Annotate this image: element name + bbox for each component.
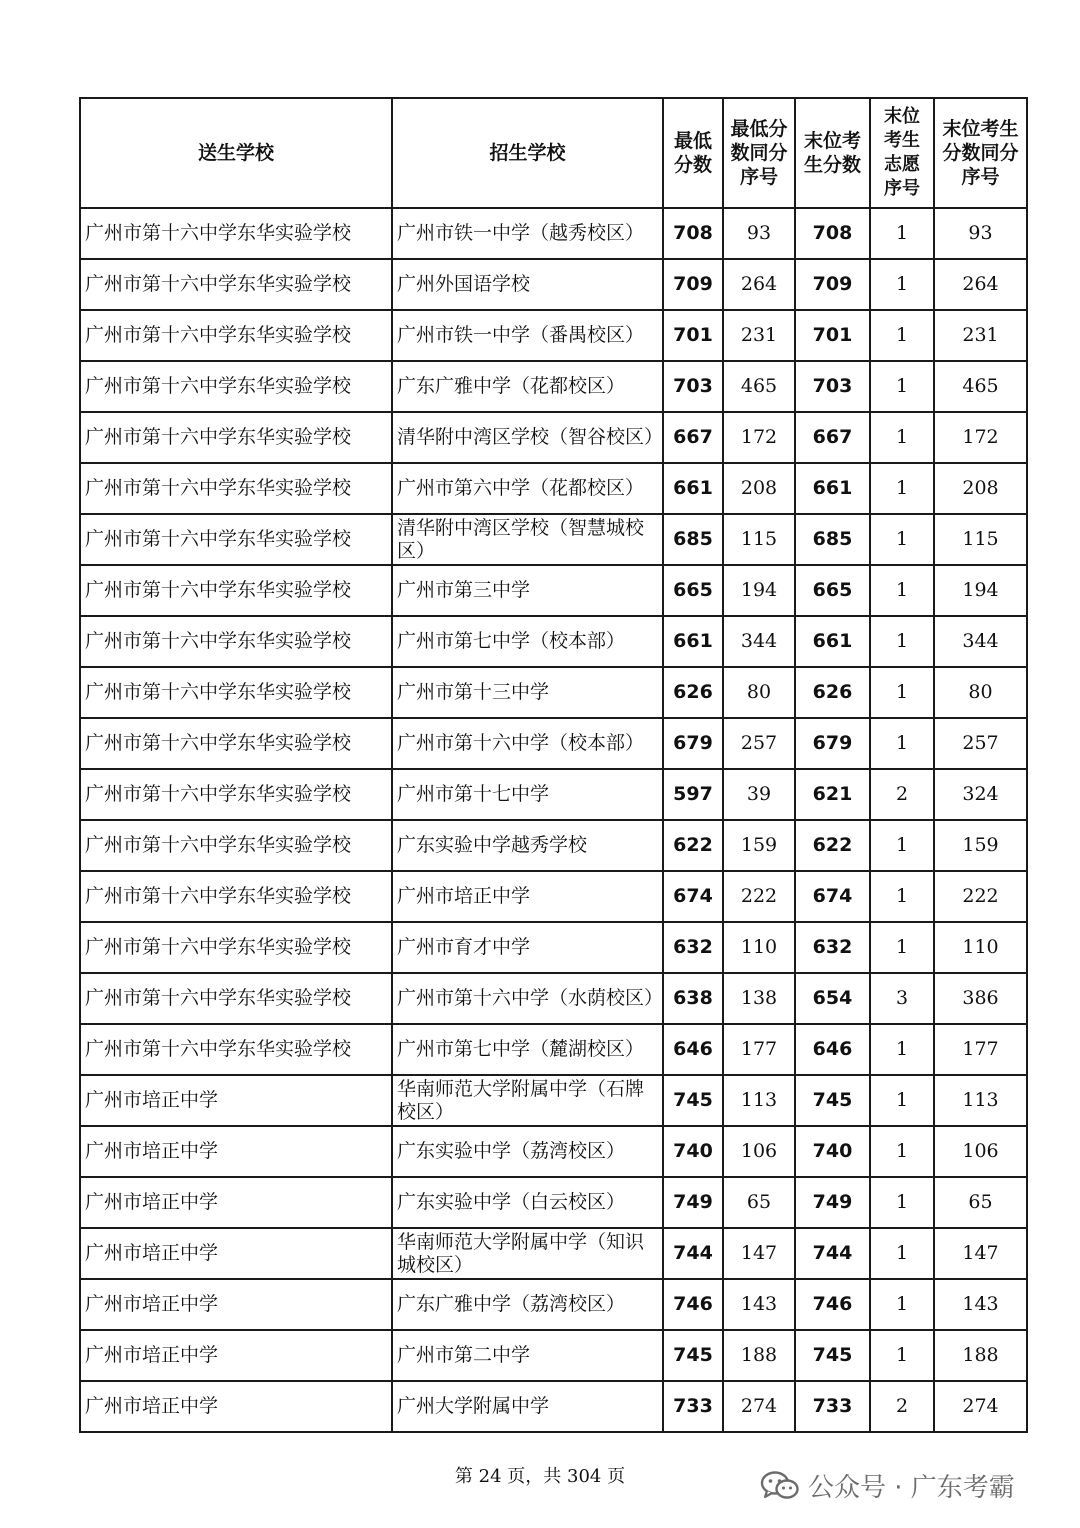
table-row (80, 463, 1027, 514)
cell-admitting-school: 广州市第十三中学 (392, 667, 663, 718)
cell-min-score-rank: 65 (723, 1177, 795, 1228)
cell-last-choice-order: 3 (870, 973, 934, 1024)
cell-min-score: 744 (663, 1228, 723, 1279)
cell-min-score-rank: 115 (723, 514, 795, 565)
cell-last-choice-order: 1 (870, 667, 934, 718)
cell-min-score: 626 (663, 667, 723, 718)
admission-table-container (79, 97, 1026, 1433)
cell-last-choice-order: 1 (870, 922, 934, 973)
table-row (80, 361, 1027, 412)
cell-min-score-rank: 222 (723, 871, 795, 922)
cell-last-choice-order: 1 (870, 616, 934, 667)
cell-last-choice-order: 1 (870, 1177, 934, 1228)
cell-last-score-rank: 188 (934, 1330, 1027, 1381)
table-row (80, 208, 1027, 259)
cell-last-choice-order: 1 (870, 1330, 934, 1381)
cell-min-score: 597 (663, 769, 723, 820)
cell-min-score-rank: 264 (723, 259, 795, 310)
cell-last-score-rank: 110 (934, 922, 1027, 973)
cell-last-score-rank: 386 (934, 973, 1027, 1024)
cell-min-score: 685 (663, 514, 723, 565)
cell-min-score: 749 (663, 1177, 723, 1228)
cell-last-choice-order: 1 (870, 1024, 934, 1075)
cell-last-score: 646 (795, 1024, 870, 1075)
cell-admitting-school: 广州市第十六中学（水荫校区） (392, 973, 663, 1024)
cell-last-score: 661 (795, 616, 870, 667)
cell-last-score: 621 (795, 769, 870, 820)
table-row (80, 310, 1027, 361)
cell-last-score: 701 (795, 310, 870, 361)
cell-sending-school: 广州市第十六中学东华实验学校 (80, 1024, 392, 1075)
header-admitting-school (392, 98, 663, 208)
table-row (80, 871, 1027, 922)
cell-admitting-school: 广东广雅中学（荔湾校区） (392, 1279, 663, 1330)
cell-sending-school: 广州市第十六中学东华实验学校 (80, 769, 392, 820)
cell-last-score-rank: 147 (934, 1228, 1027, 1279)
cell-last-choice-order: 1 (870, 718, 934, 769)
cell-last-score-rank: 106 (934, 1126, 1027, 1177)
cell-admitting-school: 广东实验中学（荔湾校区） (392, 1126, 663, 1177)
cell-sending-school: 广州市第十六中学东华实验学校 (80, 208, 392, 259)
cell-admitting-school: 广州市铁一中学（番禺校区） (392, 310, 663, 361)
cell-min-score: 703 (663, 361, 723, 412)
cell-last-score: 733 (795, 1381, 870, 1432)
cell-min-score: 745 (663, 1075, 723, 1126)
cell-last-score-rank: 80 (934, 667, 1027, 718)
cell-sending-school: 广州市第十六中学东华实验学校 (80, 973, 392, 1024)
cell-last-score: 626 (795, 667, 870, 718)
page-number-footer: 第 24 页，共 304 页 (454, 1466, 626, 1487)
cell-sending-school: 广州市第十六中学东华实验学校 (80, 667, 392, 718)
header-last-score (795, 98, 870, 208)
cell-last-choice-order: 1 (870, 310, 934, 361)
cell-last-choice-order: 1 (870, 514, 934, 565)
cell-min-score: 746 (663, 1279, 723, 1330)
cell-last-score-rank: 465 (934, 361, 1027, 412)
cell-admitting-school: 广东广雅中学（花都校区） (392, 361, 663, 412)
table-row (80, 667, 1027, 718)
cell-last-score-rank: 344 (934, 616, 1027, 667)
table-body (80, 208, 1027, 1432)
table-row (80, 1381, 1027, 1432)
cell-min-score: 708 (663, 208, 723, 259)
table-row (80, 718, 1027, 769)
table-row (80, 1228, 1027, 1279)
table-row (80, 1126, 1027, 1177)
cell-min-score-rank: 93 (723, 208, 795, 259)
cell-last-score: 746 (795, 1279, 870, 1330)
cell-admitting-school: 广州大学附属中学 (392, 1381, 663, 1432)
cell-sending-school: 广州市第十六中学东华实验学校 (80, 718, 392, 769)
cell-min-score-rank: 465 (723, 361, 795, 412)
cell-admitting-school: 广州市第七中学（校本部） (392, 616, 663, 667)
cell-last-score-rank: 231 (934, 310, 1027, 361)
header-line: 数同分 (730, 142, 788, 164)
header-line: 分数 (673, 154, 712, 176)
table-row (80, 1279, 1027, 1330)
cell-sending-school: 广州市培正中学 (80, 1075, 392, 1126)
cell-min-score-rank: 344 (723, 616, 795, 667)
cell-admitting-school: 广州外国语学校 (392, 259, 663, 310)
cell-admitting-school: 广东实验中学（白云校区） (392, 1177, 663, 1228)
cell-admitting-school: 广州市第三中学 (392, 565, 663, 616)
table-row (80, 412, 1027, 463)
header-line: 招生学校 (489, 142, 566, 164)
cell-min-score: 622 (663, 820, 723, 871)
cell-last-score: 745 (795, 1075, 870, 1126)
table-row (80, 1024, 1027, 1075)
header-line: 末位考生 (942, 118, 1019, 140)
cell-last-score: 632 (795, 922, 870, 973)
cell-last-choice-order: 1 (870, 871, 934, 922)
cell-last-choice-order: 1 (870, 361, 934, 412)
cell-last-score-rank: 257 (934, 718, 1027, 769)
header-line: 最低 (673, 130, 712, 152)
cell-last-choice-order: 1 (870, 412, 934, 463)
cell-min-score-rank: 80 (723, 667, 795, 718)
cell-min-score: 709 (663, 259, 723, 310)
header-line: 序号 (739, 166, 778, 188)
cell-last-score-rank: 264 (934, 259, 1027, 310)
cell-last-score: 679 (795, 718, 870, 769)
cell-last-score-rank: 115 (934, 514, 1027, 565)
cell-min-score-rank: 231 (723, 310, 795, 361)
cell-last-score: 661 (795, 463, 870, 514)
cell-last-score-rank: 177 (934, 1024, 1027, 1075)
cell-sending-school: 广州市第十六中学东华实验学校 (80, 922, 392, 973)
cell-last-score: 744 (795, 1228, 870, 1279)
cell-min-score-rank: 188 (723, 1330, 795, 1381)
table-row (80, 514, 1027, 565)
cell-min-score-rank: 194 (723, 565, 795, 616)
cell-last-score-rank: 159 (934, 820, 1027, 871)
cell-last-score-rank: 194 (934, 565, 1027, 616)
watermark-text: 公众号 · 广东考霸 (808, 1473, 1015, 1503)
header-line: 志愿 (884, 154, 920, 175)
cell-min-score: 646 (663, 1024, 723, 1075)
cell-min-score-rank: 106 (723, 1126, 795, 1177)
table-row (80, 1177, 1027, 1228)
cell-admitting-school: 广州市培正中学 (392, 871, 663, 922)
cell-min-score: 745 (663, 1330, 723, 1381)
cell-last-score: 674 (795, 871, 870, 922)
cell-sending-school: 广州市第十六中学东华实验学校 (80, 259, 392, 310)
cell-sending-school: 广州市第十六中学东华实验学校 (80, 514, 392, 565)
header-line: 末位考 (803, 130, 861, 152)
cell-min-score-rank: 208 (723, 463, 795, 514)
header-line: 末位 (884, 106, 920, 127)
cell-last-choice-order: 1 (870, 820, 934, 871)
cell-last-score: 685 (795, 514, 870, 565)
cell-admitting-school: 广州市育才中学 (392, 922, 663, 973)
table-row (80, 616, 1027, 667)
header-line: 送生学校 (197, 142, 274, 164)
cell-sending-school: 广州市第十六中学东华实验学校 (80, 820, 392, 871)
cell-last-score-rank: 65 (934, 1177, 1027, 1228)
cell-sending-school: 广州市第十六中学东华实验学校 (80, 565, 392, 616)
table-row (80, 565, 1027, 616)
cell-last-score: 749 (795, 1177, 870, 1228)
cell-last-choice-order: 1 (870, 1279, 934, 1330)
cell-last-choice-order: 1 (870, 1075, 934, 1126)
cell-last-score-rank: 324 (934, 769, 1027, 820)
header-min-score-rank (723, 98, 795, 208)
cell-last-choice-order: 1 (870, 1126, 934, 1177)
table-header-row (80, 98, 1027, 208)
cell-min-score: 740 (663, 1126, 723, 1177)
cell-sending-school: 广州市第十六中学东华实验学校 (80, 616, 392, 667)
cell-last-choice-order: 1 (870, 259, 934, 310)
cell-admitting-school: 广州市第十六中学（校本部） (392, 718, 663, 769)
cell-admitting-school: 广州市第六中学（花都校区） (392, 463, 663, 514)
header-last-choice-order (870, 98, 934, 208)
header-line: 序号 (961, 166, 1000, 188)
cell-last-score-rank: 222 (934, 871, 1027, 922)
cell-admitting-school: 广东实验中学越秀学校 (392, 820, 663, 871)
header-line: 考生 (884, 130, 920, 151)
cell-last-score: 665 (795, 565, 870, 616)
cell-min-score: 661 (663, 616, 723, 667)
cell-min-score-rank: 39 (723, 769, 795, 820)
cell-last-score-rank: 143 (934, 1279, 1027, 1330)
cell-min-score-rank: 159 (723, 820, 795, 871)
header-line: 序号 (884, 178, 920, 199)
cell-min-score: 679 (663, 718, 723, 769)
cell-last-choice-order: 1 (870, 208, 934, 259)
cell-sending-school: 广州市第十六中学东华实验学校 (80, 412, 392, 463)
cell-min-score-rank: 147 (723, 1228, 795, 1279)
cell-min-score-rank: 113 (723, 1075, 795, 1126)
cell-sending-school: 广州市培正中学 (80, 1381, 392, 1432)
cell-last-choice-order: 2 (870, 769, 934, 820)
cell-min-score-rank: 177 (723, 1024, 795, 1075)
cell-last-choice-order: 1 (870, 1228, 934, 1279)
cell-last-choice-order: 1 (870, 565, 934, 616)
header-sending-school (80, 98, 392, 208)
wechat-icon (760, 1470, 800, 1502)
table-row (80, 1330, 1027, 1381)
cell-last-score-rank: 113 (934, 1075, 1027, 1126)
header-line: 分数同分 (942, 142, 1019, 164)
cell-sending-school: 广州市培正中学 (80, 1330, 392, 1381)
cell-admitting-school: 广州市第二中学 (392, 1330, 663, 1381)
cell-last-choice-order: 1 (870, 463, 934, 514)
cell-last-score: 703 (795, 361, 870, 412)
cell-min-score-rank: 257 (723, 718, 795, 769)
cell-admitting-school: 华南师范大学附属中学（石牌校区） (392, 1075, 663, 1126)
cell-last-score: 709 (795, 259, 870, 310)
table-row (80, 973, 1027, 1024)
cell-last-score: 667 (795, 412, 870, 463)
cell-min-score: 661 (663, 463, 723, 514)
table-row (80, 820, 1027, 871)
cell-last-choice-order: 2 (870, 1381, 934, 1432)
cell-last-score-rank: 172 (934, 412, 1027, 463)
header-last-score-rank (934, 98, 1027, 208)
cell-min-score: 674 (663, 871, 723, 922)
cell-min-score-rank: 274 (723, 1381, 795, 1432)
cell-min-score-rank: 143 (723, 1279, 795, 1330)
cell-sending-school: 广州市第十六中学东华实验学校 (80, 463, 392, 514)
cell-min-score-rank: 138 (723, 973, 795, 1024)
table-row (80, 922, 1027, 973)
cell-min-score-rank: 110 (723, 922, 795, 973)
cell-min-score: 638 (663, 973, 723, 1024)
header-min-score (663, 98, 723, 208)
header-line: 最低分 (730, 118, 788, 140)
cell-sending-school: 广州市第十六中学东华实验学校 (80, 871, 392, 922)
cell-admitting-school: 华南师范大学附属中学（知识城校区） (392, 1228, 663, 1279)
cell-sending-school: 广州市培正中学 (80, 1177, 392, 1228)
cell-min-score: 632 (663, 922, 723, 973)
cell-min-score: 665 (663, 565, 723, 616)
table-row (80, 259, 1027, 310)
cell-last-score: 622 (795, 820, 870, 871)
cell-sending-school: 广州市培正中学 (80, 1228, 392, 1279)
cell-admitting-school: 清华附中湾区学校（智谷校区） (392, 412, 663, 463)
cell-last-score: 708 (795, 208, 870, 259)
wechat-watermark (760, 1467, 1015, 1504)
cell-last-score-rank: 208 (934, 463, 1027, 514)
cell-admitting-school: 清华附中湾区学校（智慧城校区） (392, 514, 663, 565)
admission-score-table (79, 97, 1028, 1433)
cell-sending-school: 广州市培正中学 (80, 1126, 392, 1177)
table-row (80, 769, 1027, 820)
table-row (80, 1075, 1027, 1126)
cell-sending-school: 广州市第十六中学东华实验学校 (80, 361, 392, 412)
cell-admitting-school: 广州市第七中学（麓湖校区） (392, 1024, 663, 1075)
cell-min-score: 701 (663, 310, 723, 361)
cell-min-score: 733 (663, 1381, 723, 1432)
cell-last-score-rank: 274 (934, 1381, 1027, 1432)
cell-last-score: 654 (795, 973, 870, 1024)
cell-last-score-rank: 93 (934, 208, 1027, 259)
cell-admitting-school: 广州市铁一中学（越秀校区） (392, 208, 663, 259)
cell-admitting-school: 广州市第十七中学 (392, 769, 663, 820)
cell-sending-school: 广州市培正中学 (80, 1279, 392, 1330)
cell-last-score: 740 (795, 1126, 870, 1177)
cell-last-score: 745 (795, 1330, 870, 1381)
cell-min-score-rank: 172 (723, 412, 795, 463)
cell-min-score: 667 (663, 412, 723, 463)
header-line: 生分数 (803, 154, 861, 176)
cell-sending-school: 广州市第十六中学东华实验学校 (80, 310, 392, 361)
